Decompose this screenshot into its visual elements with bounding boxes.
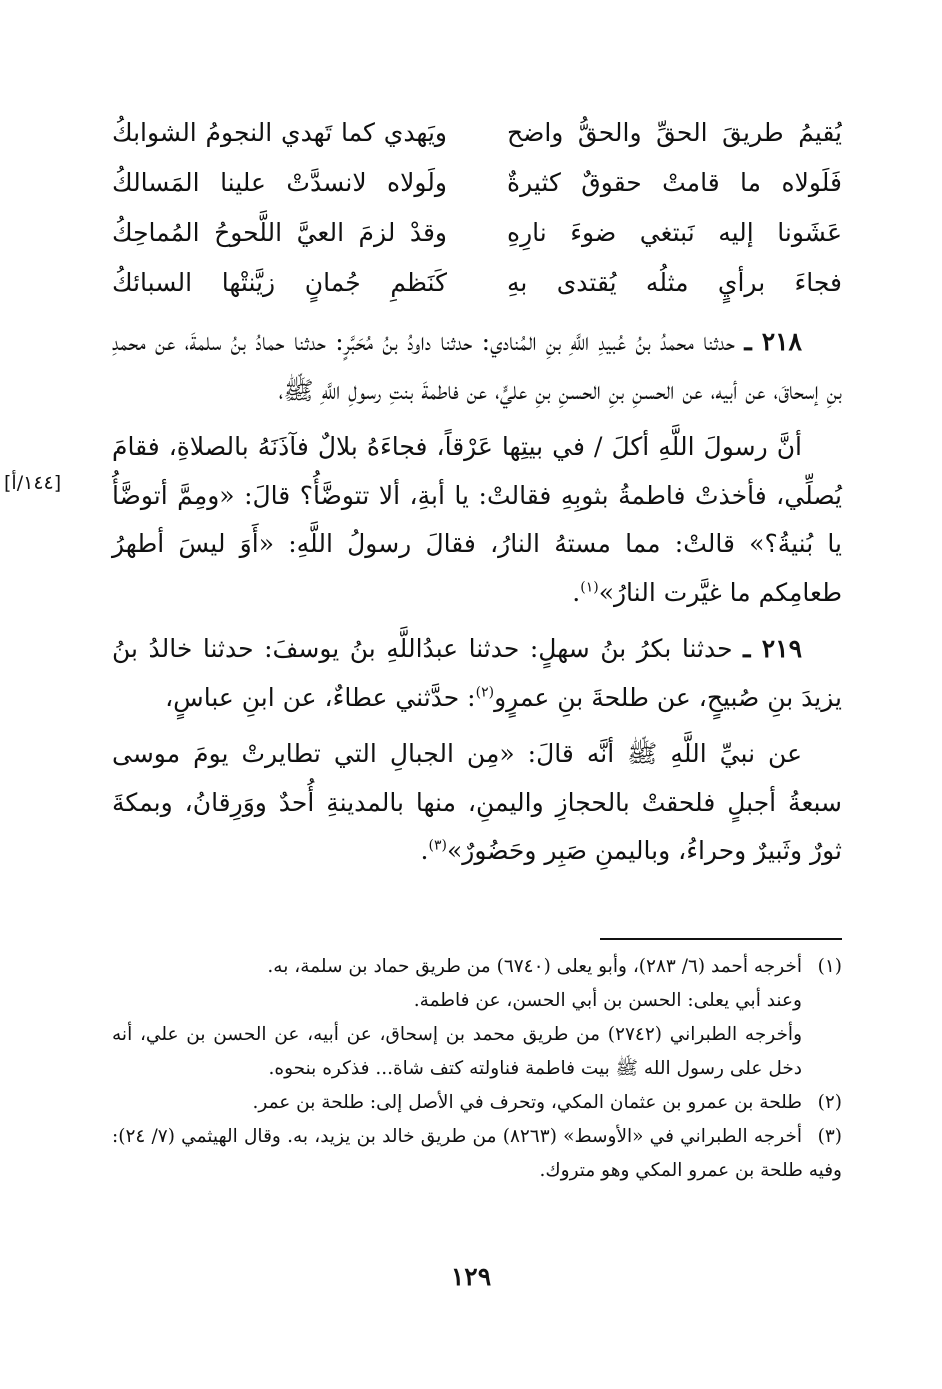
footnote <box>112 950 842 984</box>
footnote-continuation <box>112 984 842 1018</box>
hadith-219-matn <box>112 730 842 876</box>
main-text <box>112 318 842 884</box>
footnote-text: وأخرجه الطبراني (٢٧٤٢) من طريق محمد بن إسحاق، عن أبيه، عن الحسن بن علي، أنه دخل على رسول الله ﷺ بيت فاطمة فناولته كتف شاة... فذكره بنحوه. <box>112 1024 802 1079</box>
footnote-number: (٢) <box>817 1092 842 1113</box>
hadith-218-matn <box>112 423 842 617</box>
matn-text: أنَّ رسولَ اللَّهِ أكلَ / في بيتِها عَرْقاً، فجاءَهُ بلالٌ فآذَنَهُ بالصلاةِ، فقامَ يُصلِّي، فأخذتْ فاطمةُ بثوبِهِ فقالتْ: يا أبةِ، ألا تتوضَّأُ؟ قالَ: «ومِمَّ أتوضَّأُ يا بُنيةُ؟» قالتْ: مما مستهُ النارُ، فقالَ رسولُ اللَّهِ: «أَوَ ليسَ أطهرُ طعامِكم ما غيَّرت النارُ» <box>112 432 842 607</box>
footnote-text: وعند أبي يعلى: الحسن بن أبي الحسن، عن فاطمة. <box>413 990 802 1011</box>
verse-second-hemistich: وقدْ لزمَ العيَّ اللَّحوحُ المُماحِكُ <box>112 218 447 247</box>
footnote <box>112 1086 842 1120</box>
verse <box>112 258 842 308</box>
footnote-text: طلحة بن عمرو بن عثمان المكي، وتحرف في الأصل إلى: طلحة بن عمر. <box>252 1092 802 1113</box>
verse-second-hemistich: ولَولاه لانسدَّتْ علينا المَسالكُ <box>112 168 447 197</box>
footnote-continuation <box>112 1018 842 1086</box>
page-number: ١٢٩ <box>450 1262 492 1291</box>
footnote-number: (٣) <box>817 1126 842 1147</box>
hadith-219-isnad <box>112 625 842 722</box>
verse-first-hemistich: فَلَولاه ما قامتْ حقوقٌ كثيرةٌ <box>507 168 842 197</box>
footnotes <box>112 950 842 1188</box>
verse-first-hemistich: فجاءَ برأيٍ مثلُه يُقتدى بهِ <box>507 268 842 297</box>
sentence-end: . <box>572 577 581 607</box>
footnote-divider <box>600 938 842 940</box>
hadith-number: ٢١٩ ـ <box>743 634 803 663</box>
isnad-text: حدثنا بكرُ بنُ سهلٍ: حدثنا عبدُاللَّهِ بنُ يوسفَ: حدثنا خالدُ بنُ يزيدَ بنِ صُبيحٍ، عن طلحةَ بنِ عمرٍو <box>112 634 842 712</box>
footnote-ref[interactable]: (٢) <box>475 684 495 701</box>
footnote-ref[interactable]: (١) <box>580 579 599 596</box>
sentence-end: . <box>420 836 429 865</box>
verse <box>112 158 842 208</box>
isnad-text: حدثنا محمدُ بنُ عُبيدِ اللَّهِ بنِ المُنادي: حدثنا داودُ بنُ مُحَبَّرٍ: حدثنا حمادُ بنُ سلمةَ، عن محمدِ بنِ إسحاقَ، عن أبيه، عن الحسنِ بنِ الحسنِ بنِ عليٍّ، عن فاطمةَ بنتِ رسولِ اللَّهِ ﷺ، <box>112 327 842 405</box>
verse-first-hemistich: عَشَونا إليه نَبتغي ضوءَ نارِهِ <box>507 218 842 247</box>
footnote-ref[interactable]: (٣) <box>428 837 447 854</box>
footnote <box>112 1120 842 1188</box>
verse-second-hemistich: ويَهدي كما تَهدي النجومُ الشوابكُ <box>112 118 447 147</box>
verse <box>112 108 842 158</box>
footnote-number: (١) <box>817 956 842 977</box>
footnote-text: أخرجه الطبراني في «الأوسط» (٨٢٦٣) من طريق خالد بن يزيد، به. وقال الهيثمي (٧/ ٢٤): وفيه طلحة بن عمرو المكي وهو متروك. <box>112 1126 842 1181</box>
isnad-text-cont: : حدَّثني عطاءٌ، عن ابنِ عباسٍ، <box>165 682 476 712</box>
verse <box>112 208 842 258</box>
verse-second-hemistich: كَنَظمِ جُمانٍ زيَّنتْها السبائكُ <box>112 268 447 297</box>
manuscript-folio-marker: [١٤٤/أ] <box>4 472 62 494</box>
matn-text: عن نبيِّ اللَّهِ ﷺ أنَّه قالَ: «مِن الجبالِ التي تطايرتْ يومَ موسى سبعةُ أجبلٍ فلحقتْ بالحجازِ واليمنِ، منها بالمدينةِ أُحدٌ ووَرِقانُ، وبمكةَ ثورٌ وثَبيرٌ وحراءُ، وباليمنِ صَبِر وحَضُورٌ» <box>112 739 842 865</box>
hadith-218-isnad <box>112 318 842 415</box>
hadith-number: ٢١٨ ـ <box>744 327 802 356</box>
poem <box>112 108 842 308</box>
verse-first-hemistich: يُقيمُ طريقَ الحقِّ والحقُّ واضح <box>507 118 842 147</box>
footnote-text: أخرجه أحمد (٦/ ٢٨٣)، وأبو يعلى (٦٧٤٠) من طريق حماد بن سلمة، به. <box>267 956 802 977</box>
